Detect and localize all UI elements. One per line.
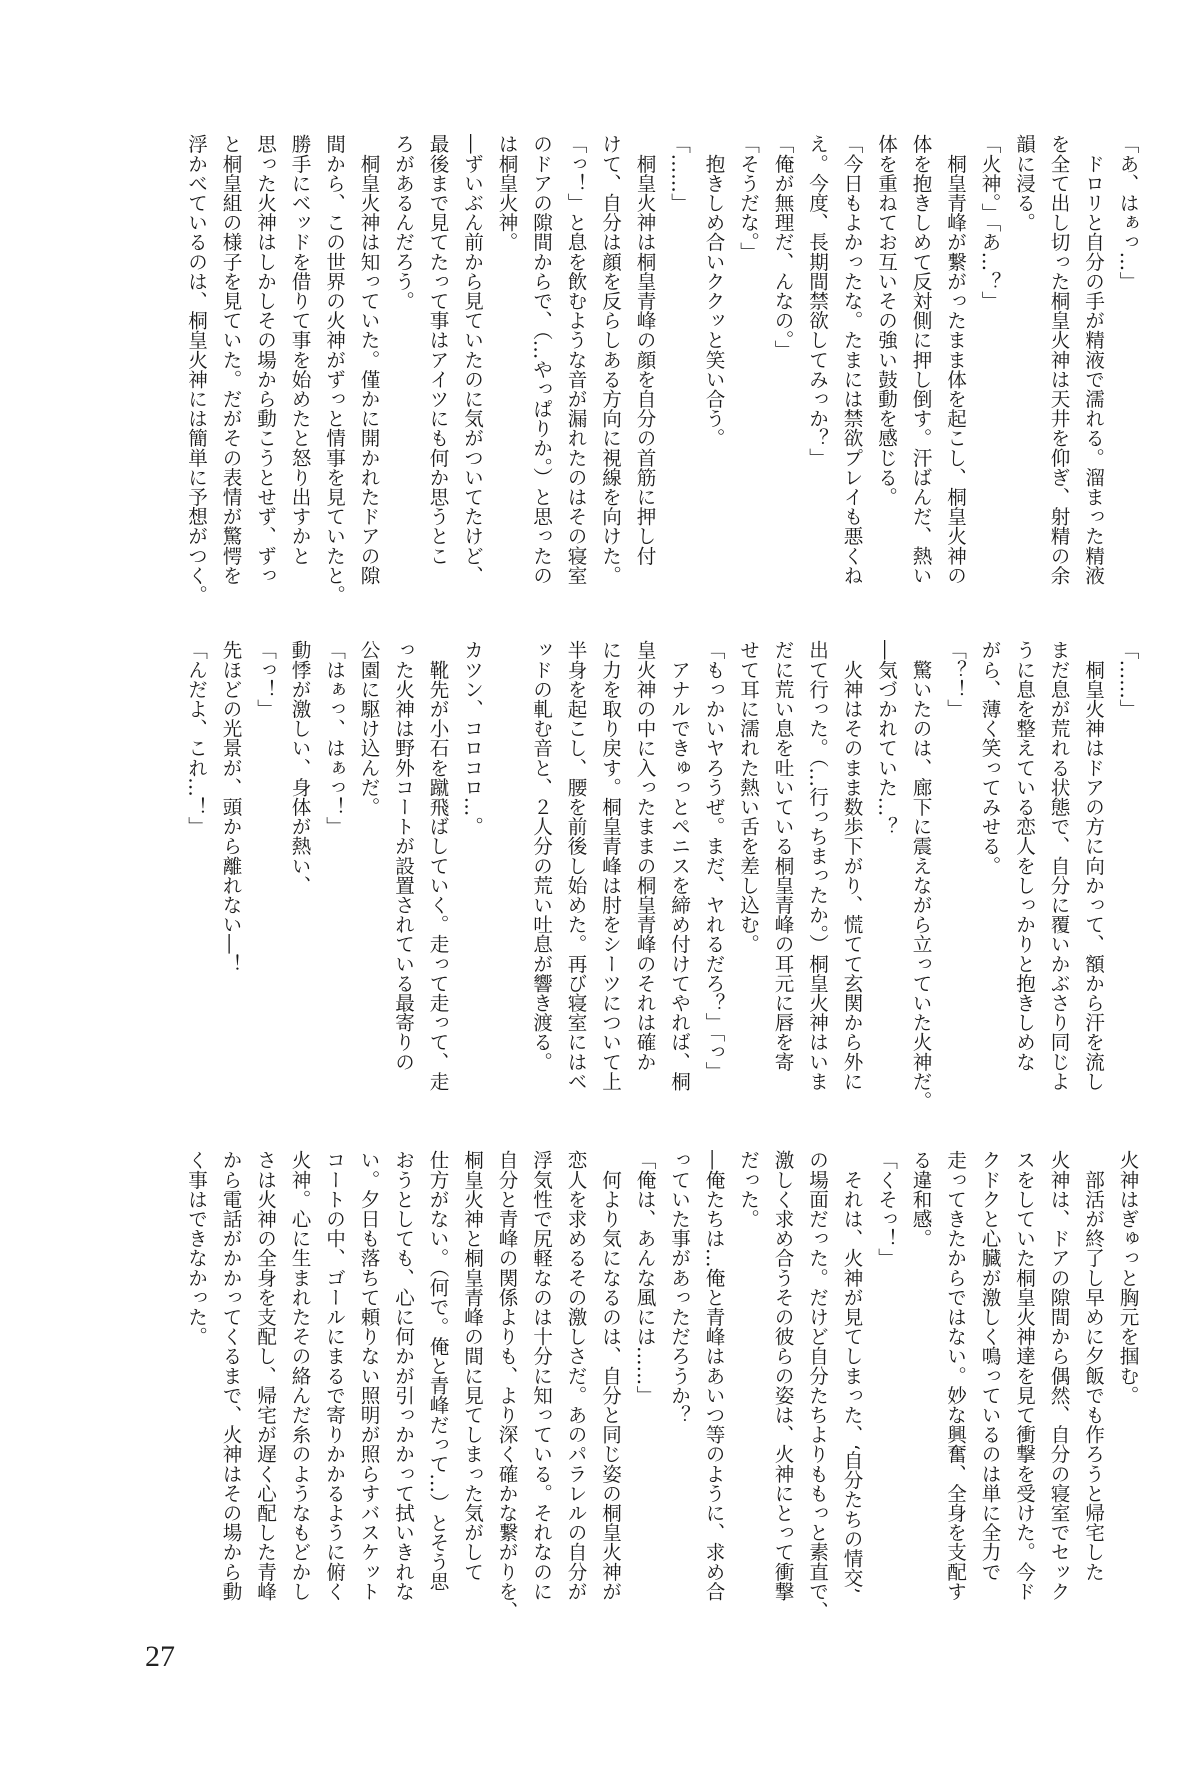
text-line: 火神はぎゅっと胸元を掴む。 [1116,1150,1139,1405]
text-line: 仕方がない。（何で。俺と青峰だって…）とそう思 [426,1150,449,1591]
text-line: だった。 [736,1150,760,1229]
text-line: は桐皇火神。 [495,134,518,252]
text-line: 「今日もよかったな。たまには禁欲プレイも悪くね [840,134,863,585]
text-line: 「もっかいヤろうぜ。まだ、ヤれるだろ？」「っ」 [702,640,725,1081]
text-line: 走ってきたからではない。妙な興奮、全身を支配す [943,1150,967,1601]
text-line: 公園に駆け込んだ。 [357,640,380,817]
text-line: 桐皇火神は知っていた。僅かに開かれたドアの隙 [357,134,380,585]
text-line: 自分と青峰の関係よりも、より深く確かな繋がりを、 [495,1150,518,1621]
text-line: 思った火神はしかしその場から動こうとせず、ずっ [253,134,277,585]
text-line: だに荒い息を吐いている桐皇青峰の耳元に唇を寄 [771,640,794,1072]
text-line: スをしていた桐皇火神達を見て衝撃を受けた。今ド [1012,1150,1036,1601]
text-line: けて、自分は顔を反らしある方向に視線を向けた。 [598,134,622,585]
text-line: せて耳に濡れた熱い舌を差し込む。 [736,640,760,954]
text-line: 半身を起こし、腰を前後し始めた。再び寝室にはベ [564,640,587,1091]
text-line: 「んだよ、これ…！」 [184,640,208,836]
text-tier-top [178,134,1144,605]
text-line: アナルできゅっとペニスを締め付けてやれば、桐 [667,640,691,1091]
text-line: 動悸が激しい、身体が熱い、 [288,640,311,895]
text-line: うに息を整えている恋人をしっかりと抱きしめな [1012,640,1036,1072]
text-line: がら、薄く笑ってみせる。 [978,640,1001,876]
text-tier-bottom [178,1150,1144,1621]
text-line: 桐皇青峰が繋がったまま体を起こし、桐皇火神の [943,134,967,585]
text-line: く事はできなかった。 [184,1150,208,1346]
text-line: ―ずいぶん前から見ていたのに気がついてたけど、 [460,134,484,585]
text-line: 韻に浸る。 [1012,134,1036,232]
text-line: 火神。心に生まれたその絡んだ糸のようなもどかし [288,1150,311,1601]
text-line: コートの中、ゴールにまるで寄りかかるように俯く [322,1150,346,1601]
text-line: 「火神。」「あ…？」 [978,134,1001,311]
text-line: 「くそっ！」 [874,1150,898,1268]
text-line: 「……」 [1116,640,1139,719]
text-line: ドロリと自分の手が精液で濡れる。溜まった精液 [1081,134,1105,585]
text-line: 「？！」 [943,640,967,719]
text-line: 「そうだな。」 [736,134,760,262]
text-line: 体を抱きしめて反対側に押し倒す。汗ばんだ、熱い [909,134,932,585]
page-number: 27 [145,1640,175,1673]
text-line: 激しく求め合うその彼らの姿は、火神にとって衝撃 [771,1150,794,1601]
text-line: ろがあるんだろう。 [391,134,415,311]
text-line: カツン、コロコロ…。 [460,640,484,836]
text-line: る違和感。 [909,1150,932,1248]
text-line: の場面だった。だけど自分たちよりももっと素直で、 [805,1150,829,1621]
text-line: 桐皇火神は桐皇青峰の顔を自分の首筋に押し付 [633,134,656,566]
text-line: 浮気性で尻軽なのは十分に知っている。それなのに [529,1150,553,1601]
text-line: 恋人を求めるその激しさだ。あのパラレルの自分が [564,1150,587,1601]
text-line: 靴先が小石を蹴飛ばしていく。走って走って、走 [426,640,449,1091]
text-line: 先ほどの光景が、頭から離れない―！ [219,640,242,974]
text-line: 部活が終了し早めに夕飯でも作ろうと帰宅した [1081,1150,1105,1582]
text-line: 勝手にベッドを借りて事を始めたと怒り出すかと [288,134,311,566]
text-line: 火神は、ドアの隙間から偶然、自分の寝室でセック [1047,1150,1070,1601]
text-line: 火神はそのまま数歩下がり、慌てて玄関から外に [840,640,863,1091]
text-line: った火神は野外コートが設置されている最寄りの [391,640,415,1072]
text-line: 桐皇火神と桐皇青峰の間に見てしまった気がして [460,1150,484,1582]
text-line: から電話がかかってくるまで、火神はその場から動 [219,1150,242,1601]
text-line: 「俺が無理だ、んなの。」 [771,134,794,360]
text-tier-middle [178,640,1144,1111]
text-line: っていた事があっただろうか？ [667,1150,691,1425]
text-line [489,640,524,1100]
text-line: 「……」 [667,134,691,213]
text-line: おうとしても、心に何かが引っかかって拭いきれな [391,1150,415,1601]
text-line: 驚いたのは、廊下に震えながら立っていた火神だ。 [909,640,932,1111]
text-line: 何より気になるのは、自分と同じ姿の桐皇火神が [598,1150,622,1601]
text-line: 抱きしめ合いククッと笑い合う。 [702,134,725,448]
text-line: ―俺たちは…俺と青峰はあいつ等のように、求め合 [702,1150,725,1601]
text-line: 「あ、はぁっ…」 [1116,134,1139,291]
text-line: さは火神の全身を支配し、帰宅が遅く心配した青峰 [253,1150,277,1601]
text-line: 桐皇火神はドアの方に向かって、額から汗を流し [1081,640,1105,1091]
text-line: 「っ！」と息を飲むような音が漏れたのはその寝室 [564,134,587,585]
text-line: まだ息が荒れる状態で、自分に覆いかぶさり同じよ [1047,640,1070,1091]
text-line: それは、火神が見てしまった、‘自分たちの情交’ [840,1150,863,1594]
text-line: に力を取り戻す。桐皇青峰は肘をシーツについて上 [598,640,622,1091]
text-line: 間から、この世界の火神がずっと情事を見ていたと。 [322,134,346,605]
text-line: ―気づかれていた…？ [874,640,898,836]
text-line: クドクと心臓が激しく鳴っているのは単に全力で [978,1150,1001,1582]
text-line: 出て行った。（…行っちまったか。）桐皇火神はいま [805,640,829,1091]
text-line: 最後まで見てたって事はアイツにも何か思うとこ [426,134,449,566]
text-line: 浮かべているのは、桐皇火神には簡単に予想がつく。 [184,134,208,605]
text-line: 体を重ねてお互いその強い鼓動を感じる。 [874,134,898,507]
text-line: のドアの隙間からで、（…やっぱりか。）と思ったの [529,134,553,585]
text-line: 「俺は、あんな風には……」 [633,1150,656,1405]
text-line: い。夕日も落ちて頼りない照明が照らすバスケット [357,1150,380,1601]
text-line: を全て出し切った桐皇火神は天井を仰ぎ、射精の余 [1047,134,1070,585]
text-line: と桐皇組の様子を見ていた。だがその表情が驚愕を [219,134,242,585]
text-line: ッドの軋む音と、２人分の荒い吐息が響き渡る。 [529,640,553,1072]
text-line: 皇火神の中に入ったままの桐皇青峰のそれは確か [633,640,656,1072]
text-line: 「っ！」 [253,640,277,719]
text-line: 「はぁっ、はぁっ！」 [322,640,346,836]
text-line: え。今度、長期間禁欲してみっか？」 [805,134,829,468]
